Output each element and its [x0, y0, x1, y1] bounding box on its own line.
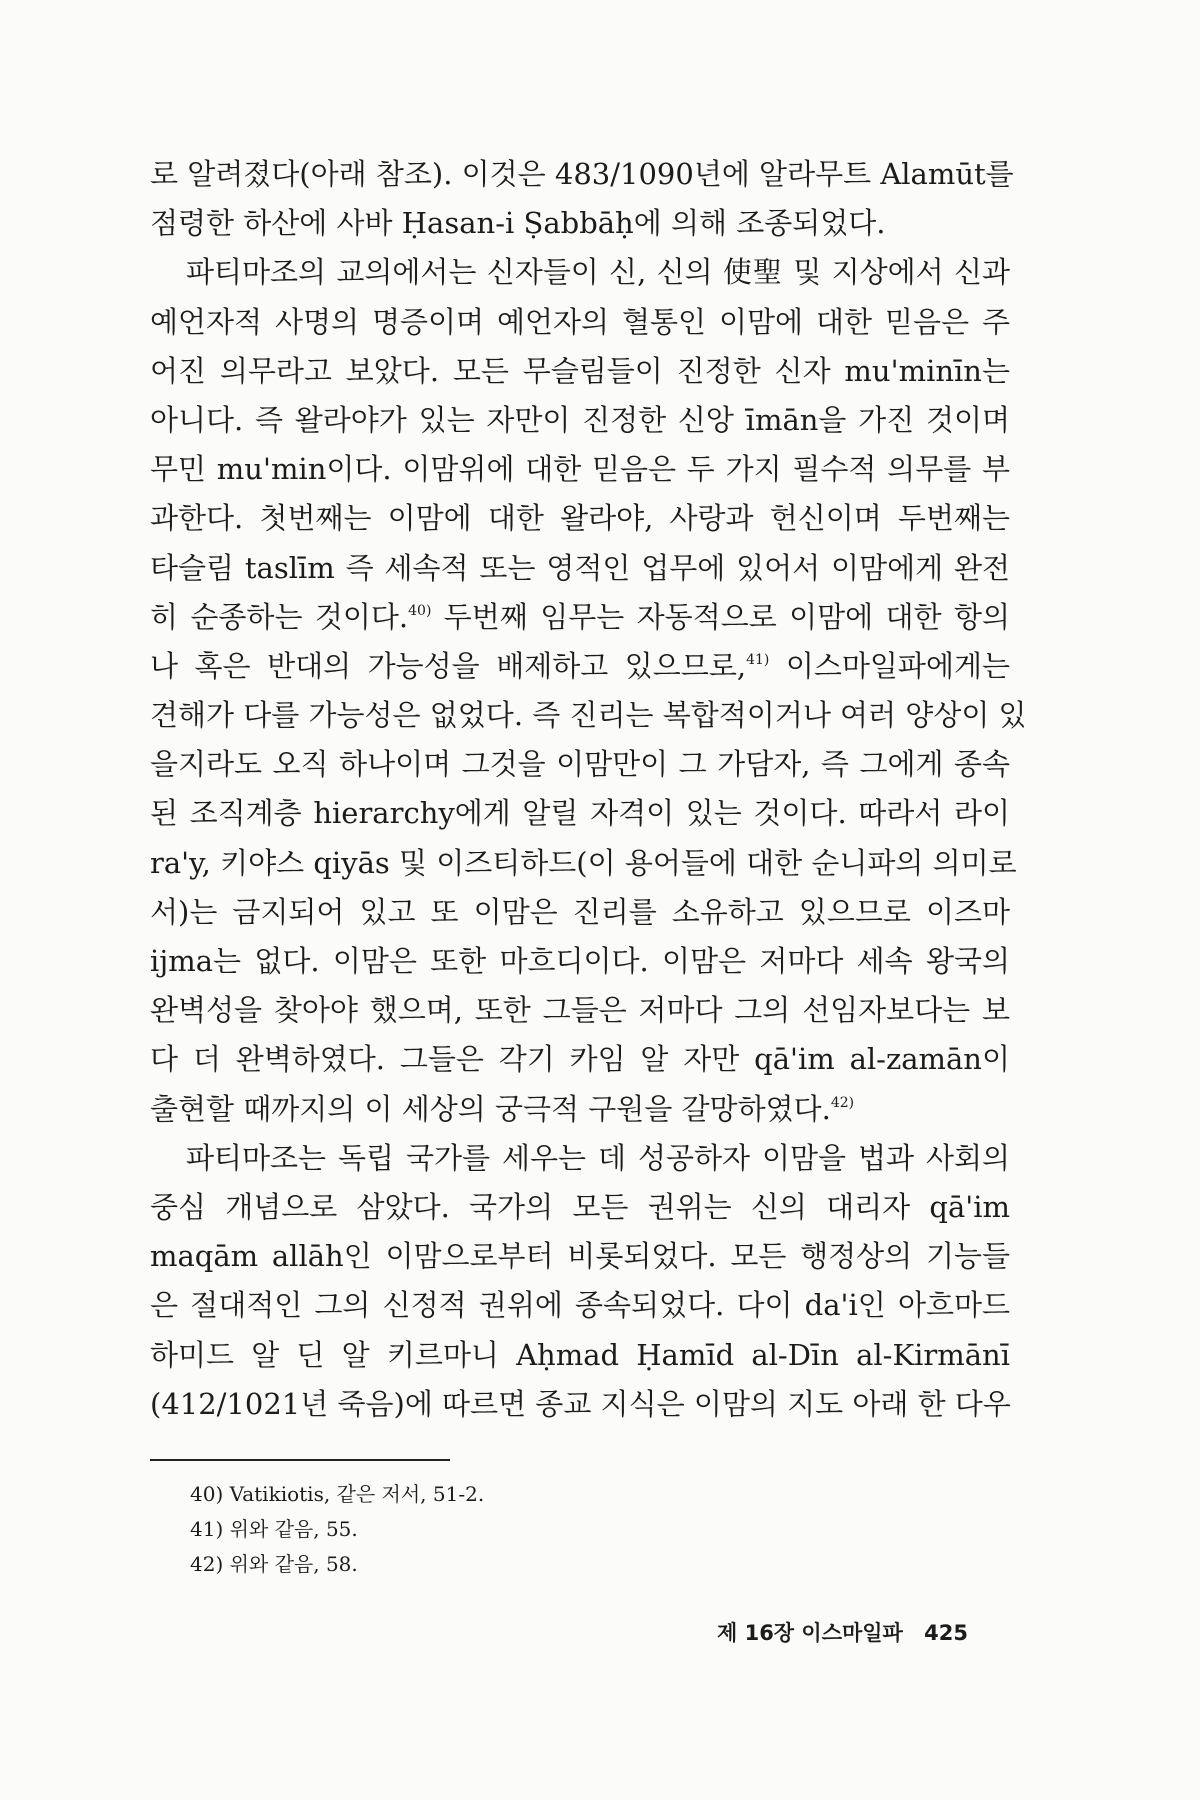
body-line-text: 은 절대적인 그의 신정적 권위에 종속되었다. 다이 da'i인 아흐마드 — [150, 1288, 1010, 1323]
body-line — [150, 1035, 1010, 1084]
body-line — [150, 1134, 1010, 1183]
body-line — [150, 1281, 1010, 1330]
body-line — [150, 248, 1010, 297]
body-line-text: 점령한 하산에 사바 Ḥasan-i Ṣabbāḥ에 의해 조종되었다. — [150, 206, 886, 241]
body-line-text-continued: 두번째 임무는 자동적으로 이맘에 대한 항의 — [431, 599, 1010, 634]
body-line — [150, 789, 1010, 838]
chapter-title: 제 16장 이스마일파 — [716, 1621, 903, 1645]
body-line-text: 서)는 금지되어 있고 또 이맘은 진리를 소유하고 있으므로 이즈마 — [150, 894, 1010, 929]
body-line — [150, 150, 1014, 199]
body-line — [150, 445, 1010, 494]
body-line-text: maqām allāh인 이맘으로부터 비롯되었다. 모든 행정상의 기능들 — [150, 1239, 1010, 1274]
body-line-text: 예언자적 사명의 명증이며 예언자의 혈통인 이맘에 대한 믿음은 주 — [150, 304, 1010, 339]
body-line — [150, 642, 1010, 691]
body-line-text: 타슬림 taslīm 즉 세속적 또는 영적인 업무에 있어서 이맘에게 완전 — [150, 550, 1010, 585]
body-line — [150, 544, 1010, 593]
body-line — [150, 199, 1010, 248]
body-line — [150, 396, 1010, 445]
body-line — [150, 839, 1017, 888]
body-line — [150, 347, 1010, 396]
body-line — [150, 298, 1010, 347]
body-line-text: ijma는 없다. 이맘은 또한 마흐디이다. 이맘은 저마다 세속 왕국의 — [150, 944, 1010, 978]
body-text — [150, 150, 1027, 1429]
body-line — [150, 937, 1010, 986]
body-line-text: 히 순종하는 것이다. — [150, 599, 409, 634]
body-line — [150, 691, 1027, 740]
footnote-divider — [150, 1459, 450, 1461]
body-line — [150, 740, 1010, 789]
body-line-text: 중심 개념으로 삼았다. 국가의 모든 권위는 신의 대리자 qā'im — [150, 1189, 1010, 1224]
body-line-text: 무민 mu'min이다. 이맘위에 대한 믿음은 두 가지 필수적 의무를 부 — [150, 452, 1010, 487]
body-line-text-continued: 이스마일파에게는 — [769, 648, 1010, 683]
body-line-text: 견해가 다를 가능성은 없었다. 즉 진리는 복합적이거나 여러 양상이 있 — [150, 698, 1027, 733]
body-line — [150, 593, 1010, 642]
body-line — [150, 888, 1010, 937]
body-line-text: 나 혹은 반대의 가능성을 배제하고 있으므로, — [150, 648, 747, 683]
footnote-40: 40) Vatikiotis, 같은 저서, 51-2. — [190, 1482, 485, 1506]
body-line-text: (412/1021년 죽음)에 따르면 종교 지식은 이맘의 지도 아래 한 다우 — [150, 1386, 1011, 1421]
body-line-text: 파티마조는 독립 국가를 세우는 데 성공하자 이맘을 법과 사회의 — [186, 1140, 1010, 1175]
body-line-text: 하미드 알 딘 알 키르마니 Aḥmad Ḥamīd al-Dīn al-Kirmānī — [150, 1337, 1010, 1372]
body-line-text: 완벽성을 찾아야 했으며, 또한 그들은 저마다 그의 선임자보다는 보 — [150, 993, 1010, 1028]
page-number: 425 — [924, 1621, 968, 1645]
body-line-text: ra'y, 키야스 qiyās 및 이즈티하드(이 용어들에 대한 순니파의 의미로 — [150, 845, 1017, 880]
body-line — [150, 986, 1010, 1035]
body-line — [150, 1380, 1010, 1429]
page-footer — [717, 1617, 968, 1647]
body-line-text: 을지라도 오직 하나이며 그것을 이맘만이 그 가담자, 즉 그에게 종속 — [150, 747, 1010, 782]
body-line — [150, 1331, 1010, 1380]
body-line — [150, 1232, 1010, 1281]
body-line-text: 파티마조의 교의에서는 신자들이 신, 신의 使聖 및 지상에서 신과 — [186, 255, 1010, 290]
footnote-41: 41) 위와 같음, 55. — [190, 1517, 358, 1541]
body-line-text: 로 알려졌다(아래 참조). 이것은 483/1090년에 알라무트 Alamūt를 — [150, 157, 1014, 191]
footnote-ref: 40) — [408, 602, 432, 619]
footnote-ref: 41) — [746, 651, 770, 668]
body-line — [150, 1085, 1010, 1134]
footnote-42: 42) 위와 같음, 58. — [190, 1552, 358, 1576]
footnote-ref: 42) — [830, 1094, 855, 1111]
body-line-text: 아니다. 즉 왈라야가 있는 자만이 진정한 신앙 īmān을 가진 것이며 — [150, 402, 1010, 437]
body-line-text: 어진 의무라고 보았다. 모든 무슬림들이 진정한 신자 mu'minīn는 — [150, 353, 1010, 388]
body-line-text: 출현할 때까지의 이 세상의 궁극적 구원을 갈망하였다. — [150, 1091, 831, 1126]
body-line-text: 과한다. 첫번째는 이맘에 대한 왈라야, 사랑과 헌신이며 두번째는 — [150, 501, 1010, 536]
body-line-text: 된 조직계층 hierarchy에게 알릴 자격이 있는 것이다. 따라서 라이 — [150, 796, 1010, 831]
body-line — [150, 494, 1010, 543]
body-line-text: 다 더 완벽하였다. 그들은 각기 카임 알 자만 qā'im al-zamān이 — [150, 1042, 1010, 1077]
body-line — [150, 1183, 1010, 1232]
